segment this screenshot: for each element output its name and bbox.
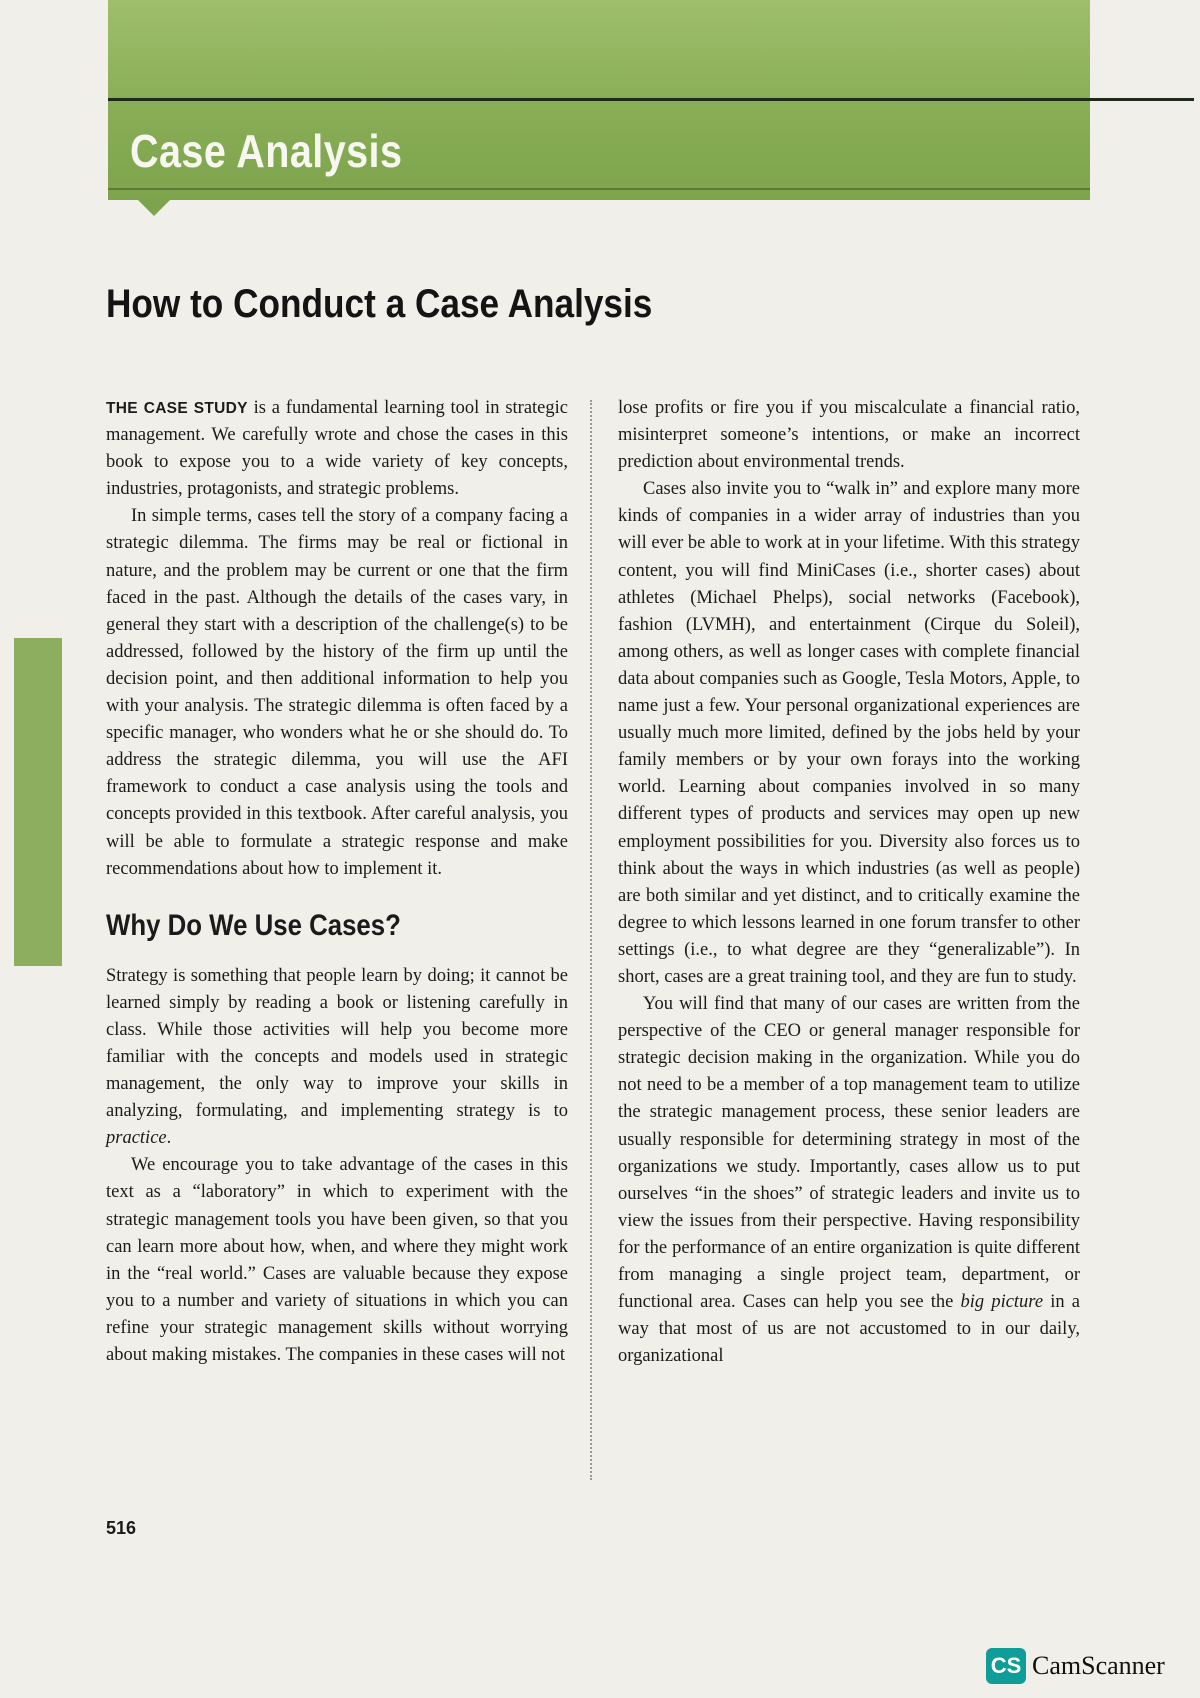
- intro-text: is a fundamental learning tool in strategic management. We carefully wrote and chose the cases in this book to expose you to a wide variety of key concepts, industries, protagonists, and strategic problems.: [106, 398, 568, 500]
- section-heading: Why Do We Use Cases?: [106, 908, 401, 942]
- paragraph-strategy-end: .: [166, 1128, 172, 1149]
- paragraph-perspective-end: in a way that most of us are not accustomed to in our daily, organizational: [618, 1292, 1080, 1367]
- paragraph-continued: lose profits or fire you if you miscalculate a financial ratio, misinterpret someone’s intentions, or make an incorrect prediction about environmental trends.: [618, 398, 1080, 473]
- banner-bottom-rule: [108, 188, 1090, 190]
- paragraph-walk-in: Cases also invite you to “walk in” and explore many more kinds of companies in a wider array of industries than you will ever be able to work at in your lifetime. With this strategy content, you will find MiniCases (i.e., shorter cases) about athletes (Michael Phelps), social networks (Facebook), fashion (LVMH), and entertainment (Cirque du Soleil), among others, as well as longer cases with complete financial data about companies such as Google, Tesla Motors, Apple, to name just a few. Your personal organizational experiences are usually much more limited, defined by the jobs held by your family members or by your own forays into the working world. Learning about companies involved in so many different types of products and services may open up new employment possibilities for you. Diversity also forces us to think about the ways in which industries (as well as people) are both similar and yet distinct, and to critically examine the degree to which lessons learned in one forum transfer to other settings (i.e., to what degree are they “generalizable”). In short, cases are a great training tool, and they are fun to study.: [618, 479, 1080, 987]
- emphasis-practice: practice: [106, 1128, 167, 1149]
- column-divider: [590, 400, 592, 1480]
- banner-rule: [108, 98, 1194, 101]
- camscanner-watermark: [986, 1648, 1165, 1684]
- paragraph-perspective-text: You will find that many of our cases are written from the perspective of the CEO or general manager responsible for strategic decision making in the organization. While you do not need to be a member of a top management team to utilize the strategic management process, these senior leaders are usually responsible for determining strategy in most of the organizations we study. Importantly, cases allow us to put ourselves “in the shoes” of strategic leaders and invite us to view the issues from their perspective. Having responsibility for the performance of an entire organization is quite different from managing a single project team, department, or functional area. Cases can help you see the: [618, 994, 1080, 1313]
- camscanner-name: CamScanner: [1032, 1651, 1165, 1680]
- lead-in: THE CASE STUDY: [106, 400, 248, 417]
- emphasis-big-picture: big picture: [960, 1292, 1044, 1313]
- paragraph-laboratory: We encourage you to take advantage of the cases in this text as a “laboratory” in which to experiment with the strategic management tools you have been given, so that you can learn more about how, when, and where they might work in the “real world.” Cases are valuable because they expose you to a number and variety of situations in which you can refine your strategic management skills without worrying about making mistakes. The companies in these cases will not: [106, 1155, 568, 1365]
- right-column: [618, 395, 1080, 1370]
- chapter-title: How to Conduct a Case Analysis: [106, 282, 653, 326]
- banner-title: Case Analysis: [130, 125, 403, 177]
- paragraph-strategy-text: Strategy is something that people learn by doing; it cannot be learned simply by reading a book or listening carefully in class. While those activities will help you become more familiar with the concepts and models used in strategic management, the only way to improve your skills in analyzing, formulating, and implementing strategy is to: [106, 965, 568, 1122]
- page-number: 516: [106, 1518, 137, 1538]
- side-tab-marker: [14, 638, 62, 966]
- camscanner-logo: CS: [986, 1648, 1026, 1684]
- paragraph-perspective: [618, 991, 1080, 1370]
- intro-paragraph: [106, 395, 568, 503]
- banner-notch: [138, 200, 170, 216]
- paragraph-strategy-learn: [106, 963, 568, 1153]
- left-column: [106, 395, 568, 1369]
- paragraph-simple-terms: In simple terms, cases tell the story of a company facing a strategic dilemma. The firms may be real or fictional in nature, and the problem may be current or one that the firm faced in the past. Although the details of the cases vary, in general they start with a description of the challenge(s) to be addressed, followed by the history of the firm up until the decision point, and then additional information to help you with your analysis. The strategic dilemma is often faced by a specific manager, who wonders what he or she should do. To address the strategic dilemma, you will use the AFI framework to conduct a case analysis using the tools and concepts provided in this textbook. After careful analysis, you will be able to formulate a strategic response and make recommendations about how to implement it.: [106, 506, 568, 879]
